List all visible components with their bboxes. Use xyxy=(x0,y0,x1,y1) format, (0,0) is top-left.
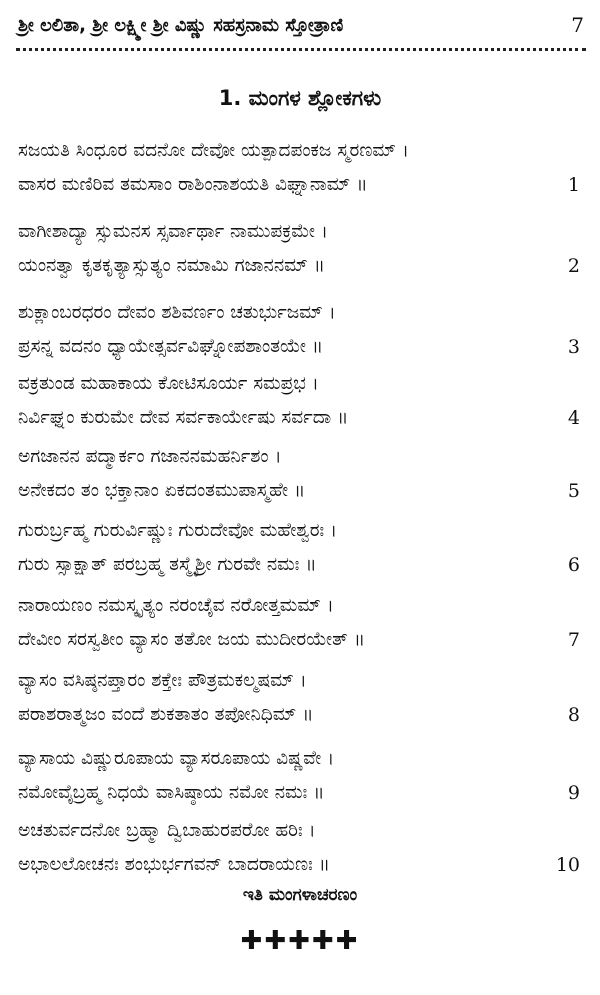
verse-number: 8 xyxy=(567,704,580,726)
verse-line-2: ಅಭಾಲಲೋಚನಃ ಶಂಭುರ್ಭಗವನ್ ಬಾದರಾಯಣಃ ॥ xyxy=(18,854,330,875)
verse-number: 6 xyxy=(567,554,580,576)
page-number: 7 xyxy=(571,13,584,37)
verse-line-2: ಪ್ರಸನ್ನ ವದನಂ ಧ್ಯಾಯೇತ್ಸರ್ವವಿಘ್ನೋಪಶಾಂತಯೇ ॥ xyxy=(18,336,324,357)
verse-number: 9 xyxy=(567,782,580,804)
verse-number: 4 xyxy=(567,407,580,429)
verse-line-2: ಯಂನತ್ವಾ ಕೃತಕೃತ್ಯಾಸ್ಸುತ್ಯಂ ನಮಾಮಿ ಗಜಾನನಮ್ ॥ xyxy=(18,255,325,276)
verse-line-1: ಸಜಯತಿ ಸಿಂಧೂರ ವದನೋ ದೇವೋ ಯತ್ಪಾದಪಂಕಜ ಸ್ಮರಣಮ್ । xyxy=(18,140,409,161)
verse-number: 10 xyxy=(555,854,580,876)
verse-number: 2 xyxy=(567,255,580,277)
verse-line-1: ವ್ಯಾಸಾಯ ವಿಷ್ಣುರೂಪಾಯ ವ್ಯಾಸರೂಪಾಯ ವಿಷ್ಣವೇ । xyxy=(18,748,335,769)
verse-3 xyxy=(0,302,600,372)
verse-5 xyxy=(0,446,600,516)
verse-line-2: ನಮೋವೈಬ್ರಹ್ಮ ನಿಧಯೆ ವಾಸಿಷ್ಠಾಯ ನಮೋ ನಮಃ ॥ xyxy=(18,782,325,803)
verse-number: 5 xyxy=(567,480,580,502)
section-title: 1. ಮಂಗಳ ಶ್ಲೋಕಗಳು xyxy=(218,86,382,110)
running-title: ಶ್ರೀ ಲಲಿತಾ, ಶ್ರೀ ಲಕ್ಷ್ಮೀ ಶ್ರೀ ವಿಷ್ಣು ಸಹಸ್ರನಾಮ ಸ್ತೋತ್ರಾಣಿ xyxy=(18,14,344,36)
verse-line-1: ವಾಗೀಶಾದ್ಯಾ ಸ್ಸುಮನಸ ಸ್ಸರ್ವಾರ್ಥಾ ನಾಮುಪಕ್ರಮೇ । xyxy=(18,221,328,242)
verse-line-1: ಗುರುರ್ಬ್ರಹ್ಮ ಗುರುರ್ವಿಷ್ಣುಃ ಗುರುದೇವೋ ಮಹೇಶ್ವರಃ । xyxy=(18,520,338,541)
verse-line-2: ಪರಾಶರಾತ್ಮಜಂ ವಂದೆ ಶುಕತಾತಂ ತಪೋನಿಧಿಮ್ ॥ xyxy=(18,704,314,725)
verse-number: 3 xyxy=(567,336,580,358)
verse-1 xyxy=(0,140,600,210)
verse-line-1: ಶುಕ್ಲಾಂಬರಧರಂ ದೇವಂ ಶಶಿವರ್ಣಂ ಚತುರ್ಭುಜಮ್ । xyxy=(18,302,336,323)
verse-line-1: ವಕ್ರತುಂಡ ಮಹಾಕಾಯ ಕೋಟಿಸೂರ್ಯ ಸಮಪ್ರಭ । xyxy=(18,373,319,394)
verse-line-1: ನಾರಾಯಣಂ ನಮಸ್ಕೃತ್ಯಂ ನರಂಚೈವ ನರೋತ್ತಮಮ್ । xyxy=(18,595,334,616)
verse-line-2: ದೇವೀಂ ಸರಸ್ವತೀಂ ವ್ಯಾಸಂ ತತೋ ಜಯ ಮುದೀರಯೇತ್ ॥ xyxy=(18,629,366,650)
verse-9 xyxy=(0,748,600,818)
cross-ornament-icon: ✚✚✚✚✚ xyxy=(240,926,360,956)
header-dotted-rule xyxy=(16,48,586,51)
verse-number: 1 xyxy=(567,174,580,196)
verse-10 xyxy=(0,820,600,890)
verse-7 xyxy=(0,595,600,665)
verse-2 xyxy=(0,221,600,291)
verse-number: 7 xyxy=(567,629,580,651)
verse-line-2: ನಿರ್ವಿಘ್ನಂ ಕುರುಮೇ ದೇವ ಸರ್ವಕಾರ್ಯೇಷು ಸರ್ವದಾ ॥ xyxy=(18,407,349,428)
closing-line: ಇತಿ ಮಂಗಳಾಚರಣಂ xyxy=(242,885,358,905)
verse-line-1: ಅಚತುರ್ವದನೋ ಬ್ರಹ್ಮಾ ದ್ವಿಬಾಹುರಪರೋ ಹರಿಃ । xyxy=(18,820,316,841)
running-header xyxy=(18,8,584,42)
verse-6 xyxy=(0,520,600,590)
verse-4 xyxy=(0,373,600,443)
verse-8 xyxy=(0,670,600,740)
verse-line-1: ವ್ಯಾಸಂ ವಸಿಷ್ಠನಪ್ತಾರಂ ಶಕ್ತೇಃ ಪೌತ್ರಮಕಲ್ಮಷಮ್ । xyxy=(18,670,307,691)
verse-line-2: ಅನೇಕದಂ ತಂ ಭಕ್ತಾನಾಂ ಏಕದಂತಮುಪಾಸ್ಮಹೇ ॥ xyxy=(18,480,306,501)
verse-line-2: ಗುರು ಸ್ಸಾಕ್ಷಾತ್ ಪರಬ್ರಹ್ಮ ತಸ್ಮೈಶ್ರೀ ಗುರವೇ ನಮಃ ॥ xyxy=(18,554,317,575)
verse-line-1: ಅಗಜಾನನ ಪದ್ಮಾರ್ಕಂ ಗಜಾನನಮಹರ್ನಿಶಂ । xyxy=(18,446,282,467)
verse-line-2: ವಾಸರ ಮಣಿರಿವ ತಮಸಾಂ ರಾಶಿಂನಾಶಯತಿ ವಿಘ್ನಾನಾಮ್ ॥ xyxy=(18,174,368,195)
